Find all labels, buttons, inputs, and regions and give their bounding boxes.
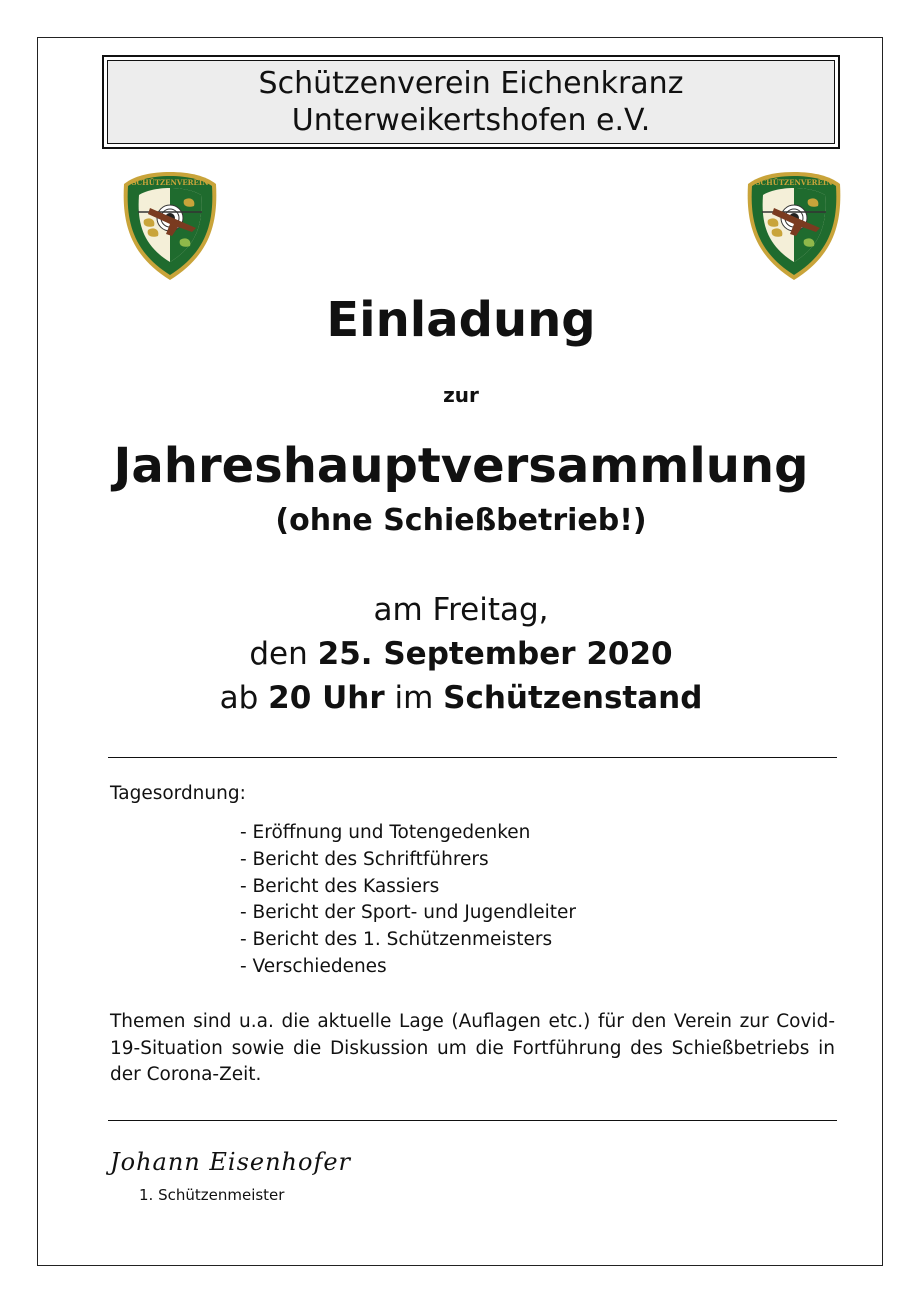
agenda-item: - Verschiedenes	[240, 955, 387, 977]
time-prefix: ab	[219, 680, 269, 716]
club-name-line1: Schützenverein Eichenkranz	[258, 66, 684, 101]
agenda-heading: Tagesordnung:	[110, 783, 246, 804]
time-location-line	[0, 680, 922, 716]
club-header	[102, 55, 840, 149]
agenda-list	[240, 820, 576, 981]
agenda-item: - Eröffnung und Totengedenken	[240, 822, 531, 843]
signature-name: Johann Eisenhofer	[110, 1148, 352, 1176]
agenda-item: - Bericht der Sport- und Jugendleiter	[240, 902, 576, 924]
emblem-arc-text-top: SCHÜTZENVEREIN	[131, 178, 209, 187]
club-header-inner	[107, 60, 835, 144]
agenda-item: - Bericht des Kassiers	[240, 875, 440, 897]
agenda-item: - Bericht des Schriftführers	[240, 848, 489, 870]
date-line	[0, 636, 922, 672]
event-date: 25. September 2020	[317, 636, 673, 672]
event-time: 20 Uhr	[268, 680, 385, 716]
invitation-connector: zur	[443, 383, 479, 407]
divider-bottom	[108, 1120, 837, 1121]
location-prefix: im	[384, 680, 444, 716]
divider-top	[108, 757, 837, 758]
topics-paragraph: Themen sind u.a. die aktuelle Lage (Auflagen etc.) für den Verein zur Covid-19-Situation sowie die Diskussion um die Fortführung des Schießbetriebs in der Corona-Zeit.	[110, 1011, 835, 1085]
agenda-item: - Bericht des 1. Schützenmeisters	[240, 929, 553, 951]
date-prefix: den	[249, 636, 318, 672]
invitation-title: Einladung	[326, 292, 596, 348]
event-subtitle: (ohne Schießbetrieb!)	[275, 503, 647, 538]
emblem-arc-text-top: SCHÜTZENVEREIN	[755, 178, 833, 187]
signature-role: 1. Schützenmeister	[139, 1186, 285, 1204]
club-emblem-left	[120, 170, 220, 282]
event-location: Schützenstand	[443, 680, 703, 716]
event-title: Jahreshauptversammlung	[113, 438, 809, 494]
club-emblem-right	[744, 170, 844, 282]
weekday-line: am Freitag,	[373, 592, 549, 628]
club-name-line2: Unterweikertshofen e.V.	[291, 103, 651, 138]
